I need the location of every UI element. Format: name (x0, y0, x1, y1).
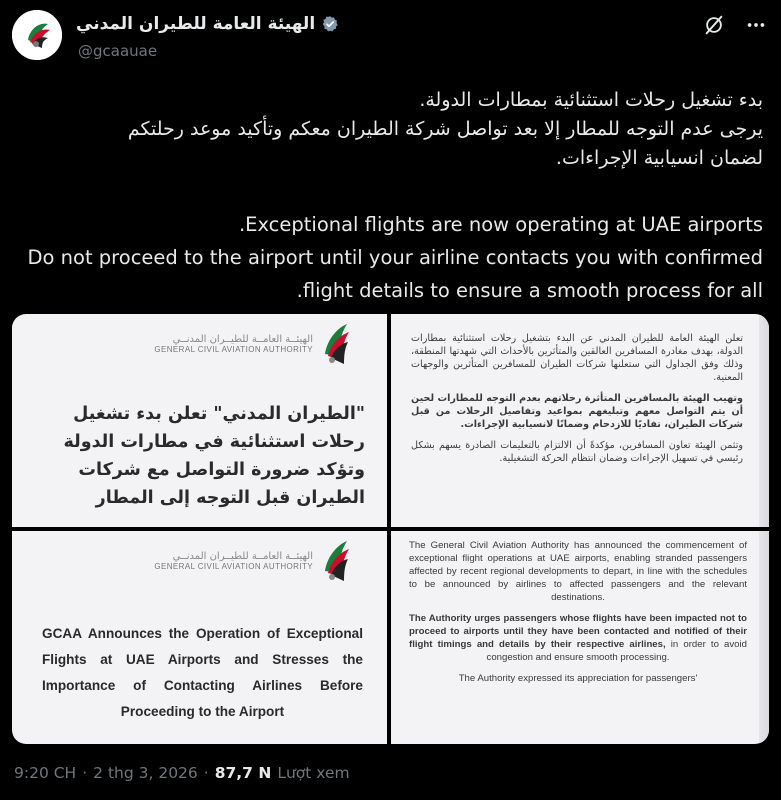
org-name-arabic: الهيئــة العامــة للطيــران المدنــي (172, 551, 313, 562)
english-line: flight details to ensure a smooth process for all. (296, 279, 763, 302)
media-grid[interactable] (12, 314, 769, 744)
post-time[interactable]: 9:20 CH (14, 764, 77, 782)
english-line: Exceptional flights are now operating at UAE airports. (238, 213, 763, 236)
statement-paragraph: The Authority expressed its appreciation for passengers' (458, 673, 698, 684)
org-name-english: GENERAL CIVIL AVIATION AUTHORITY (154, 562, 313, 571)
avatar[interactable] (12, 10, 62, 60)
english-line: Do not proceed to the airport until your airline contacts you with confirmed (27, 246, 763, 269)
gcaa-logo (154, 537, 353, 585)
meta-separator: · (203, 764, 209, 782)
tweet-meta (14, 764, 350, 782)
post-date[interactable]: 2 thg 3, 2026 (93, 764, 198, 782)
falcon-logo-icon (319, 537, 353, 585)
statement-paragraph: وتثمن الهيئة تعاون المسافرين، مؤكدةً أن الالتزام بالتعليمات الصادرة يسهم بشكل رئيسي في تسهيل الإجراءات وضمان انتظام الحركة التشغيلية. (411, 440, 743, 464)
handle[interactable]: @gcaauae (78, 42, 158, 60)
english-headline: GCAA Announces the Operation of Exceptional Flights at UAE Airports and Stresses the Importance of Contacting Airlines Before Proceeding to the Airport (42, 626, 363, 719)
tweet-header (0, 0, 781, 70)
tweet-arabic-text (0, 86, 763, 173)
verified-badge-icon (321, 15, 339, 33)
image-english-statement[interactable] (391, 531, 769, 744)
org-name-english: GENERAL CIVIL AVIATION AUTHORITY (154, 345, 313, 354)
org-name-arabic: الهيئــة العامــة للطيــران المدنــي (172, 334, 313, 345)
views-count: 87,7 N (214, 764, 272, 782)
grok-icon[interactable] (703, 14, 725, 36)
image-arabic-statement[interactable] (391, 314, 769, 527)
arabic-line: بدء تشغيل رحلات استثنائية بمطارات الدولة. (419, 89, 763, 111)
statement-paragraph: وتهيب الهيئة بالمسافرين المتأثرة رحلاتهم بعدم التوجه للمطارات لحين أن يتم التواصل معهم وتبليغهم بمواعيد وتفاصيل الرحلات من قبل شركات الطيران، تفاديًا للازدحام وضمانًا لانسيابية الإجراءات. (411, 393, 743, 430)
statement-paragraph (409, 612, 747, 664)
arabic-line: يرجى عدم التوجه للمطار إلا بعد تواصل شركة الطيران معكم وتأكيد موعد رحلتكم (127, 118, 763, 140)
statement-bold-text: The Authority urges passengers whose flights have been impacted not to proceed to airports until they have been contacted and notified of their flight timings and details by their respective airlines, (409, 613, 747, 650)
gcaa-logo (154, 320, 353, 368)
falcon-logo-icon (319, 320, 353, 368)
tweet-english-text (0, 208, 763, 307)
english-statement-body (409, 539, 747, 693)
image-arabic-headline[interactable] (12, 314, 387, 527)
statement-paragraph: تعلن الهيئة العامة للطيران المدني عن البدء بتشغيل رحلات استثنائية بمطارات الدولة، بهدف مغادرة المسافرين العالقين والمتأثرين بالأحداث التي شهدتها المنطقة، وذلك وفق الجداول التي ستعلنها شركات الطيران للمسافرين المتأثرين والوجهات المعنية. (411, 333, 743, 383)
display-name[interactable]: الهيئة العامة للطيران المدني (76, 14, 316, 34)
arabic-statement-body (411, 332, 743, 473)
statement-paragraph: The General Civil Aviation Authority has announced the commencement of exceptional flight operations at UAE airports, enabling stranded passengers affected by recent regional developments to depart, in line with the schedules to be announced by airlines to affected passengers and the relevant destinations. (409, 540, 747, 603)
views-label: Lượt xem (277, 764, 350, 782)
more-icon[interactable] (745, 14, 767, 36)
arabic-line: لضمان انسيابية الإجراءات. (555, 147, 763, 169)
image-english-headline[interactable] (12, 531, 387, 744)
meta-separator: · (82, 764, 88, 782)
arabic-headline: "الطيران المدني" تعلن بدء تشغيل رحلات استثنائية في مطارات الدولة وتؤكد ضرورة التواصل مع شركات الطيران قبل التوجه إلى المطار (63, 404, 365, 508)
statement-text: in order to avoid congestion and ensure smooth processing. (486, 639, 747, 663)
